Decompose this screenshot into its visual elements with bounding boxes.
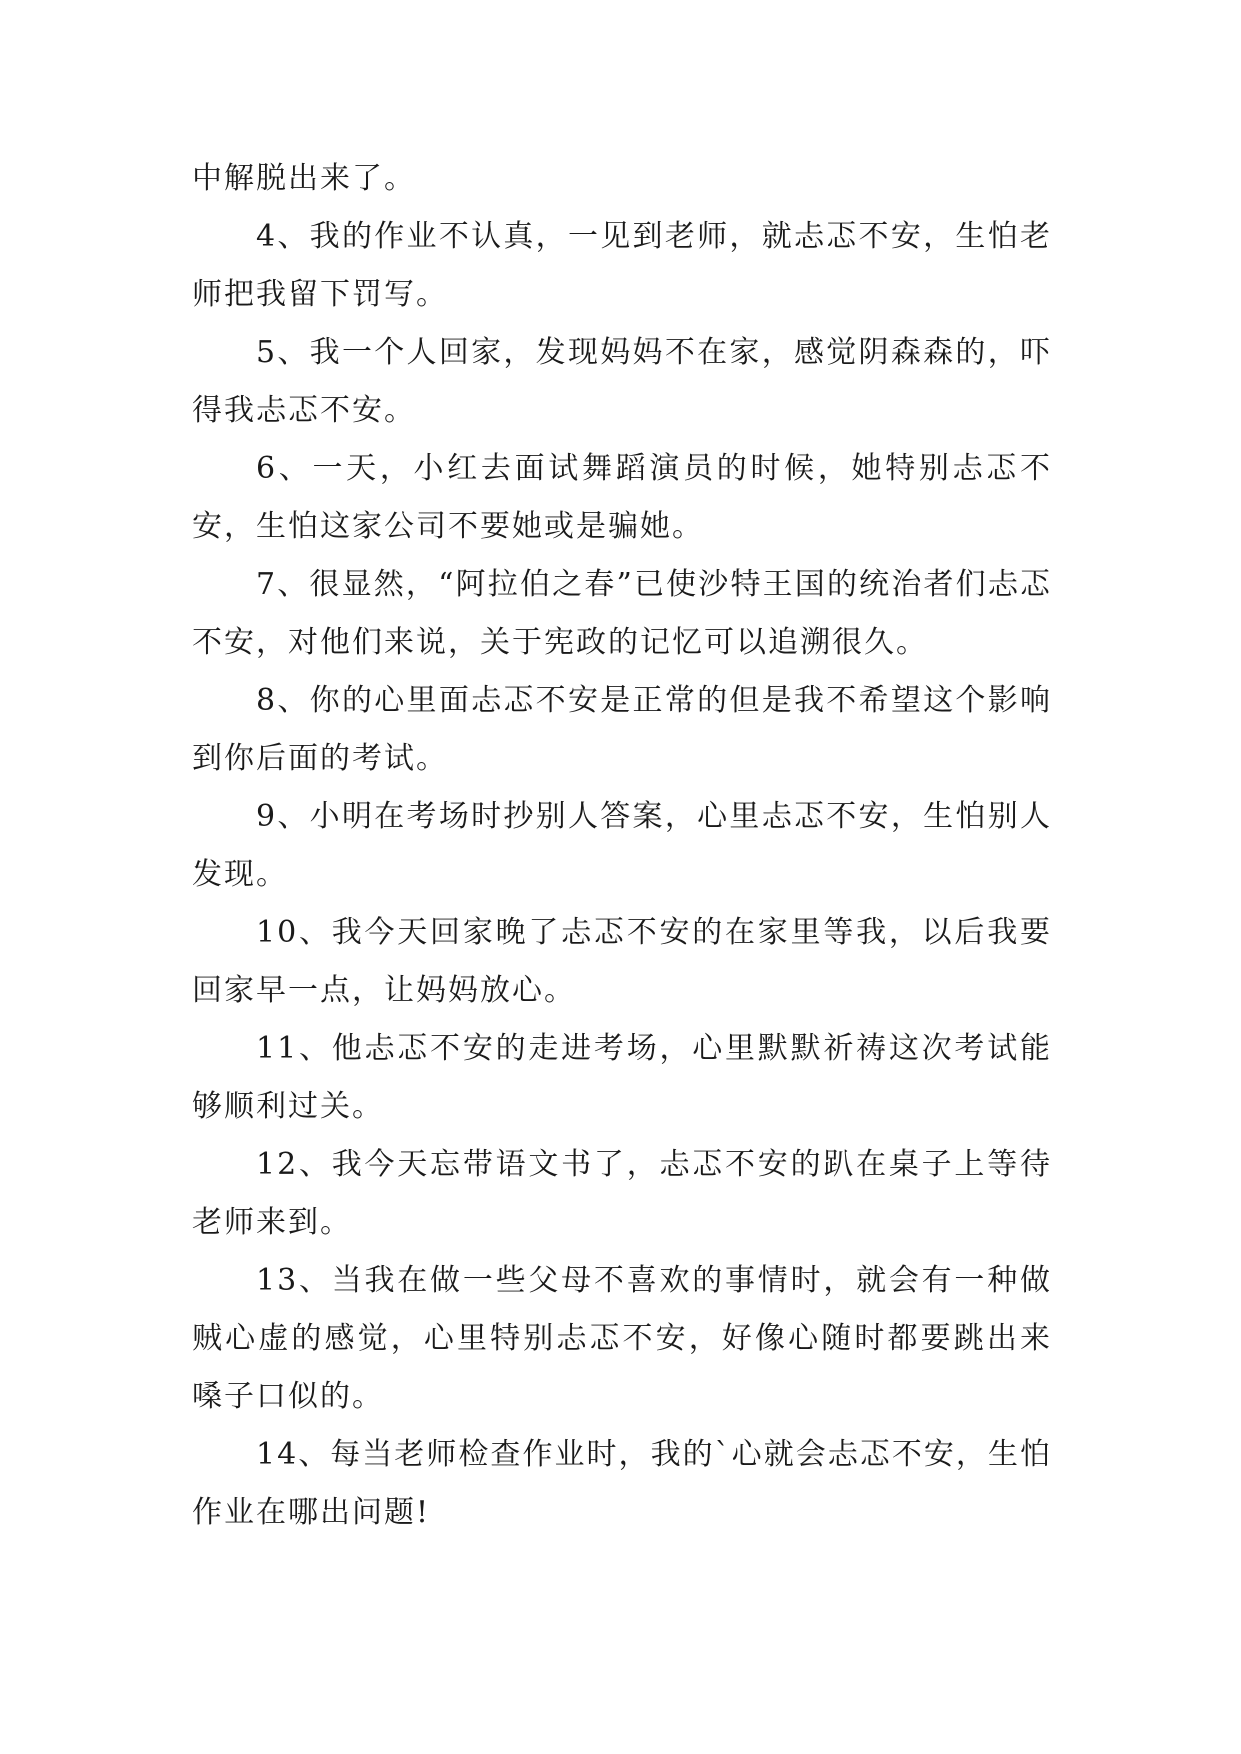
paragraph-item-12: 12、我今天忘带语文书了，忐忑不安的趴在桌子上等待老师来到。 — [192, 1147, 1052, 1240]
paragraph-item-10: 10、我今天回家晚了忐忑不安的在家里等我，以后我要回家早一点，让妈妈放心。 — [192, 915, 1052, 1008]
paragraph-item-4: 4、我的作业不认真，一见到老师，就忐忑不安，生怕老师把我留下罚写。 — [192, 219, 1052, 312]
paragraph-item-6: 6、一天，小红去面试舞蹈演员的时候，她特别忐忑不安，生怕这家公司不要她或是骗她。 — [192, 451, 1052, 544]
paragraph-continuation: 中解脱出来了。 — [192, 161, 416, 196]
paragraph-item-7: 7、很显然，“阿拉伯之春”已使沙特王国的统治者们忐忑不安，对他们来说，关于宪政的记忆可以追溯很久。 — [192, 567, 1052, 660]
paragraph-item-9: 9、小明在考场时抄别人答案，心里忐忑不安，生怕别人发现。 — [192, 799, 1052, 892]
document-body — [192, 150, 1052, 1542]
paragraph-item-8: 8、你的心里面忐忑不安是正常的但是我不希望这个影响到你后面的考试。 — [192, 683, 1052, 776]
paragraph-item-11: 11、他忐忑不安的走进考场，心里默默祈祷这次考试能够顺利过关。 — [192, 1031, 1052, 1124]
paragraph-item-14: 14、每当老师检查作业时，我的`心就会忐忑不安，生怕作业在哪出问题! — [192, 1437, 1052, 1530]
paragraph-item-13: 13、当我在做一些父母不喜欢的事情时，就会有一种做贼心虚的感觉，心里特别忐忑不安，好像心随时都要跳出来嗓子口似的。 — [192, 1263, 1052, 1414]
paragraph-item-5: 5、我一个人回家，发现妈妈不在家，感觉阴森森的，吓得我忐忑不安。 — [192, 335, 1052, 428]
